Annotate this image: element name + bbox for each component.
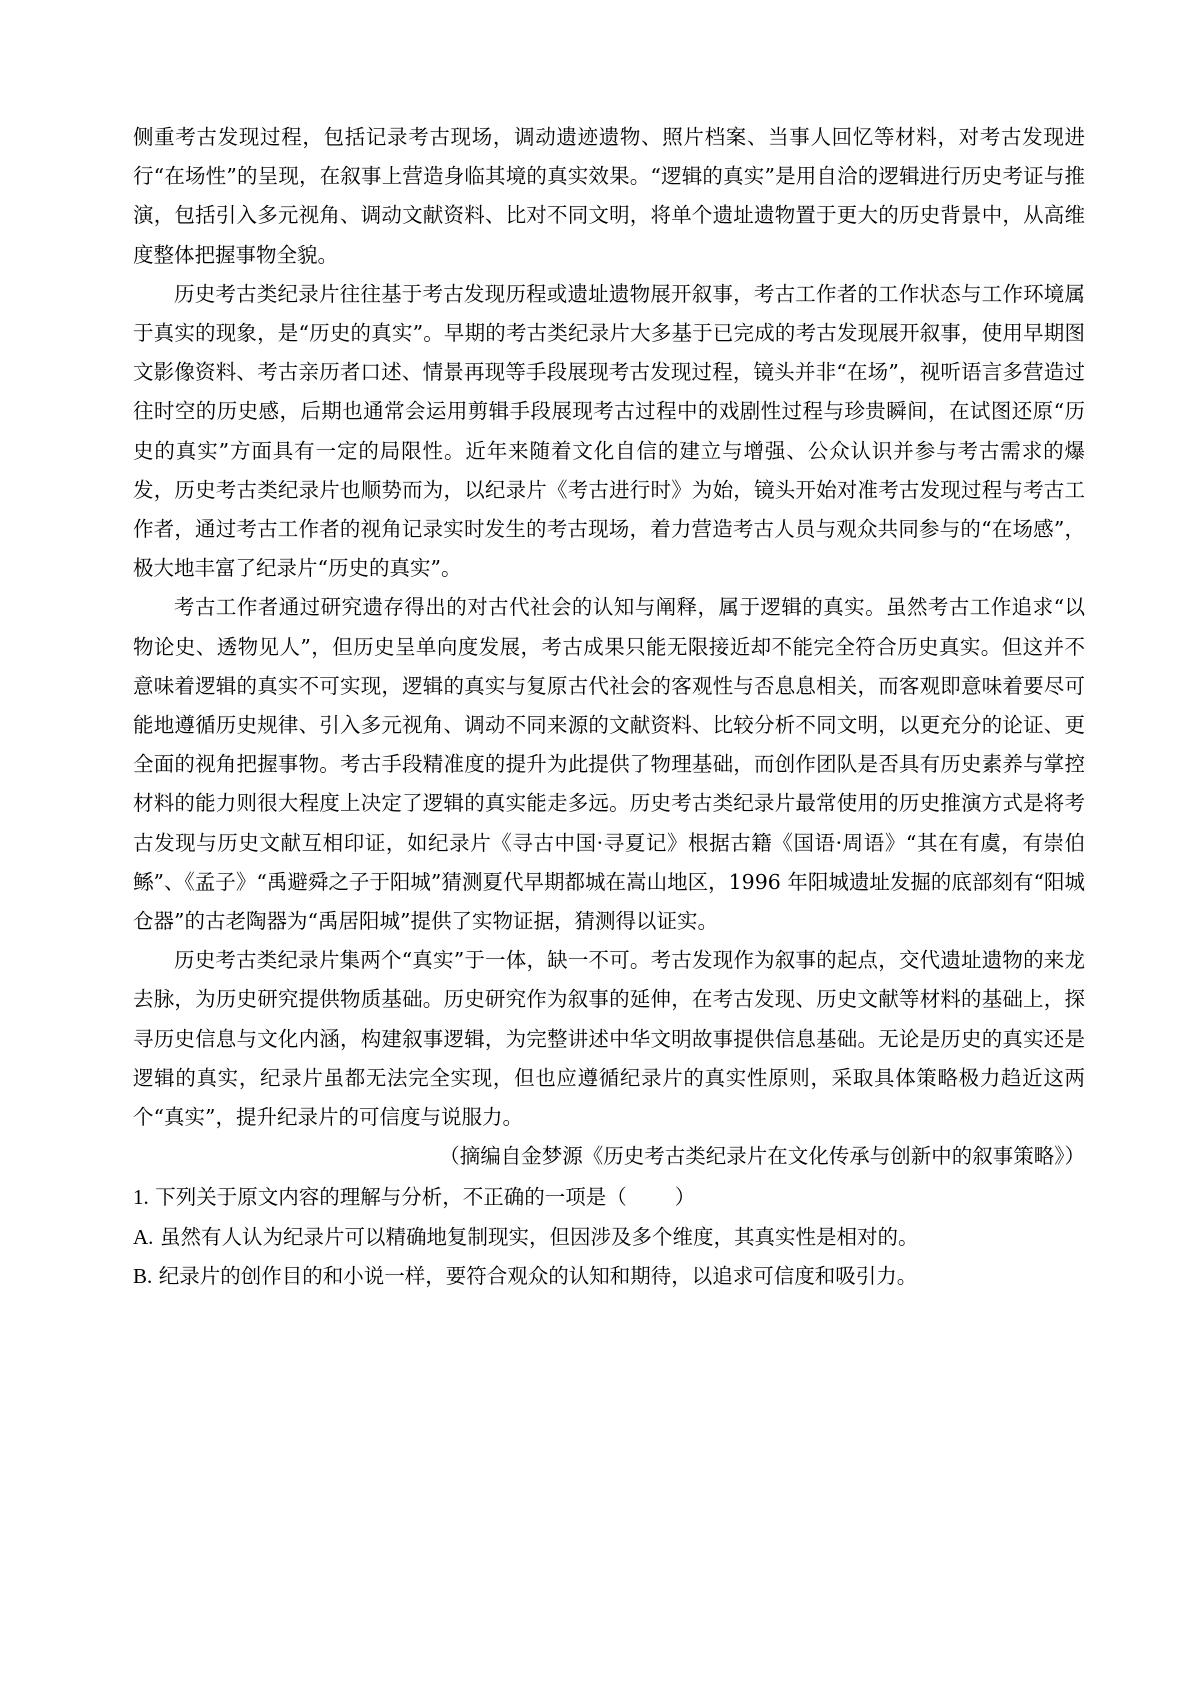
source-citation: （摘编自金梦源《历史考古类纪录片在文化传承与创新中的叙事策略》） — [439, 1144, 1085, 1169]
option-text: 虽然有人认为纪录片可以精确地复制现实，但因涉及多个维度，其真实性是相对的。 — [159, 1224, 919, 1249]
paragraph-conclusion: 历史考古类纪录片集两个“真实”于一体，缺一不可。考古发现作为叙事的起点，交代遗址遗物的来龙去脉，为历史研究提供物质基础。历史研究作为叙事的延伸，在考古发现、历史文献等材料的基础上，探寻历史信息与文化内涵，构建叙事逻辑，为完整讲述中华文明故事提供信息基础。无论是历史的真实还是逻辑的真实，纪录片虽都无法完全实现，但也应遵循纪录片的真实性原则，采取具体策略极力趋近这两个“真实”，提升纪录片的可信度与说服力。 — [133, 948, 1085, 1130]
question-1 — [133, 1178, 1085, 1217]
option-letter: A. — [133, 1224, 154, 1249]
question-stem: 下列关于原文内容的理解与分析，不正确的一项是（ — [155, 1185, 627, 1210]
question-number: 1. — [133, 1185, 149, 1210]
option-text: 纪录片的创作目的和小说一样，要符合观众的认知和期待，以追求可信度和吸引力。 — [158, 1263, 918, 1288]
option-b — [133, 1257, 1085, 1296]
document-page — [133, 118, 1085, 1296]
option-a — [133, 1218, 1085, 1257]
paragraph-logical-truth: 考古工作者通过研究遗存得出的对古代社会的认知与阐释，属于逻辑的真实。虽然考古工作追求“以物论史、透物见人”，但历史呈单向度发展，考古成果只能无限接近却不能完全符合历史真实。但这并不意味着逻辑的真实不可实现，逻辑的真实与复原古代社会的客观性与否息息相关，而客观即意味着要尽可能地遵循历史规律、引入多元视角、调动不同来源的文献资料、比较分析不同文明，以更充分的论证、更全面的视角把握事物。考古手段精准度的提升为此提供了物理基础，而创作团队是否具有历史素养与掌控材料的能力则很大程度上决定了逻辑的真实能走多远。历史考古类纪录片最常使用的历史推演方式是将考古发现与历史文献互相印证，如纪录片《寻古中国·寻夏记》根据古籍《国语·周语》“其在有虞，有崇伯鲧”、《孟子》“禹避舜之子于阳城”猜测夏代早期都城在嵩山地区，1996 年阳城遗址发掘的底部刻有“阳城仓器”的古老陶器为“禹居阳城”提供了实物证据，猜测得以证实。 — [133, 595, 1085, 934]
paragraph-intro-continued: 侧重考古发现过程，包括记录考古现场，调动遗迹遗物、照片档案、当事人回忆等材料，对考古发现进行“在场性”的呈现，在叙事上营造身临其境的真实效果。“逻辑的真实”是用自洽的逻辑进行历史考证与推演，包括引入多元视角、调动文献资料、比对不同文明，将单个遗址遗物置于更大的历史背景中，从高维度整体把握事物全貌。 — [133, 125, 1085, 267]
paragraph-historical-truth: 历史考古类纪录片往往基于考古发现历程或遗址遗物展开叙事，考古工作者的工作状态与工作环境属于真实的现象，是“历史的真实”。早期的考古类纪录片大多基于已完成的考古发现展开叙事，使用早期图文影像资料、考古亲历者口述、情景再现等手段展现考古发现过程，镜头并非“在场”，视听语言多营造过往时空的历史感，后期也通常会运用剪辑手段展现考古过程中的戏剧性过程与珍贵瞬间，在试图还原“历史的真实”方面具有一定的局限性。近年来随着文化自信的建立与增强、公众认识并参与考古需求的爆发，历史考古类纪录片也顺势而为，以纪录片《考古进行时》为始，镜头开始对准考古发现过程与考古工作者，通过考古工作者的视角记录实时发生的考古现场，着力营造考古人员与观众共同参与的“在场感”，极大地丰富了纪录片“历史的真实”。 — [133, 281, 1085, 581]
question-stem-close: ） — [674, 1185, 696, 1210]
option-letter: B. — [133, 1263, 153, 1288]
